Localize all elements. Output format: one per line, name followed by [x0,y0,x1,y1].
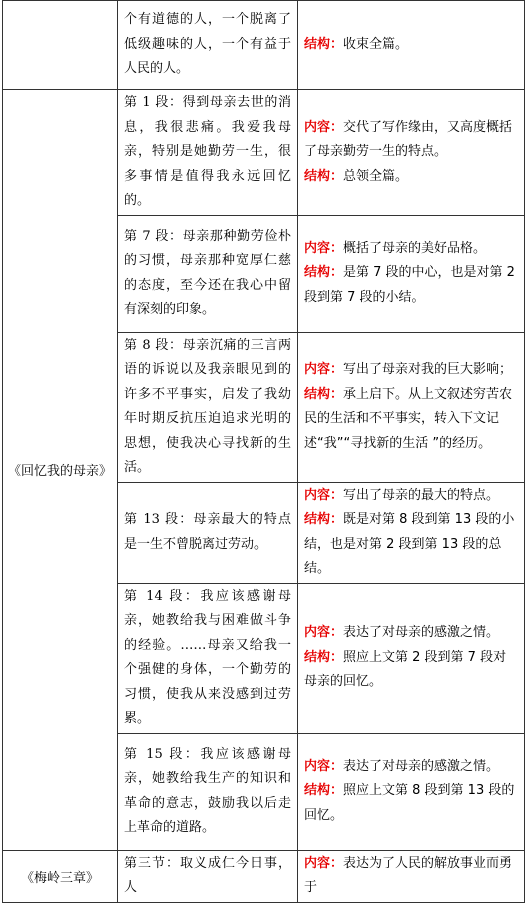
note-key: 结构： [304,649,344,665]
table-row [3,1,525,90]
quote-cell: 个有道德的人，一个脱离了低级趣味的人，一个有益于人民的人。 [118,1,298,90]
note-text: 照应上文第 8 段到第 13 段的回忆。 [304,783,515,823]
essay-title-cell: 《回忆我的母亲》 [3,90,118,851]
note-text: 收束全篇。 [343,36,409,52]
note-key: 结构： [304,386,344,402]
quote-cell: 第 8 段：母亲沉痛的三言两语的诉说以及我亲眼见到的许多不平事实，启发了我幼年时期反抗压迫追求光明的思想，使我决心寻找新的生活。 [118,332,298,482]
note-text: 交代了写作缘由，又高度概括了母亲勤劳一生的特点。 [304,119,513,159]
note-line [304,383,518,457]
table-row [3,850,525,902]
note-key: 内容： [304,487,344,503]
note-text: 写出了母亲的最大的特点。 [343,487,500,503]
note-text: 是第 7 段的中心，也是对第 2 段到第 7 段的小结。 [304,265,515,305]
note-line [304,508,518,582]
note-text: 既是对第 8 段到第 13 段的小结，也是对第 2 段到第 13 段的总结。 [304,512,515,576]
note-key: 结构： [304,512,344,527]
title-cell-empty [3,1,118,90]
note-line [304,116,518,165]
note-cell [298,1,525,90]
quote-cell: 第三节：取义成仁今日事，人 [118,850,298,902]
table-row [3,90,525,216]
note-line [304,165,518,190]
note-key: 内容： [304,855,344,871]
note-line [304,33,518,58]
note-cell [298,332,525,482]
note-cell [298,850,525,902]
note-key: 内容： [304,758,344,774]
note-line [304,237,518,262]
quote-cell: 第 14 段：我应该感谢母亲，她教给我与困难做斗争的经验。……母亲又给我一个强健的身体，一个勤劳的习惯，使我从来没感到过劳累。 [118,583,298,733]
note-key: 内容： [304,625,344,641]
note-text: 表达为了人民的解放事业而勇于 [304,855,513,895]
note-text: 总领全篇。 [343,168,409,184]
note-text: 表达了对母亲的感激之情。 [343,625,500,641]
note-line [304,261,518,310]
note-cell [298,733,525,850]
analysis-table [2,0,525,903]
note-line [304,779,518,828]
quote-cell: 第 7 段：母亲那种勤劳俭朴的习惯，母亲那种宽厚仁慈的态度，至今还在我心中留有深刻的印象。 [118,215,298,332]
note-cell [298,90,525,216]
note-cell [298,583,525,733]
note-key: 内容： [304,119,344,135]
quote-cell: 第 1 段：得到母亲去世的消息，我很悲痛。我爱我母亲，特别是她勤劳一生，很多事情是值得我永远回忆的。 [118,90,298,216]
note-key: 内容： [304,240,344,256]
note-line [304,358,518,383]
quote-cell: 第 13 段：母亲最大的特点是一生不曾脱离过劳动。 [118,482,298,583]
note-text: 承上启下。从上文叙述穷苦农民的生活和不平事实，转入下文记述“我”“寻找新的生活 ”的经历。 [304,386,513,451]
note-line [304,646,518,695]
note-cell [298,215,525,332]
note-line [304,755,518,780]
note-key: 结构： [304,36,344,52]
note-line [304,484,518,509]
note-text: 表达了对母亲的感激之情。 [343,758,500,774]
note-key: 结构： [304,265,344,281]
note-key: 内容： [304,362,344,377]
note-text: 写出了母亲对我的巨大影响； [343,362,513,377]
note-key: 结构： [304,783,344,799]
note-text: 概括了母亲的美好品格。 [343,240,487,256]
quote-cell: 第 15 段：我应该感谢母亲，她教给我生产的知识和革命的意志，鼓励我以后走上革命的道路。 [118,733,298,850]
note-key: 结构： [304,168,344,184]
poem-title-cell: 《梅岭三章》 [3,850,118,902]
note-line [304,621,518,646]
note-text: 照应上文第 2 段到第 7 段对母亲的回忆。 [304,649,507,690]
note-line [304,852,518,901]
note-cell [298,482,525,583]
